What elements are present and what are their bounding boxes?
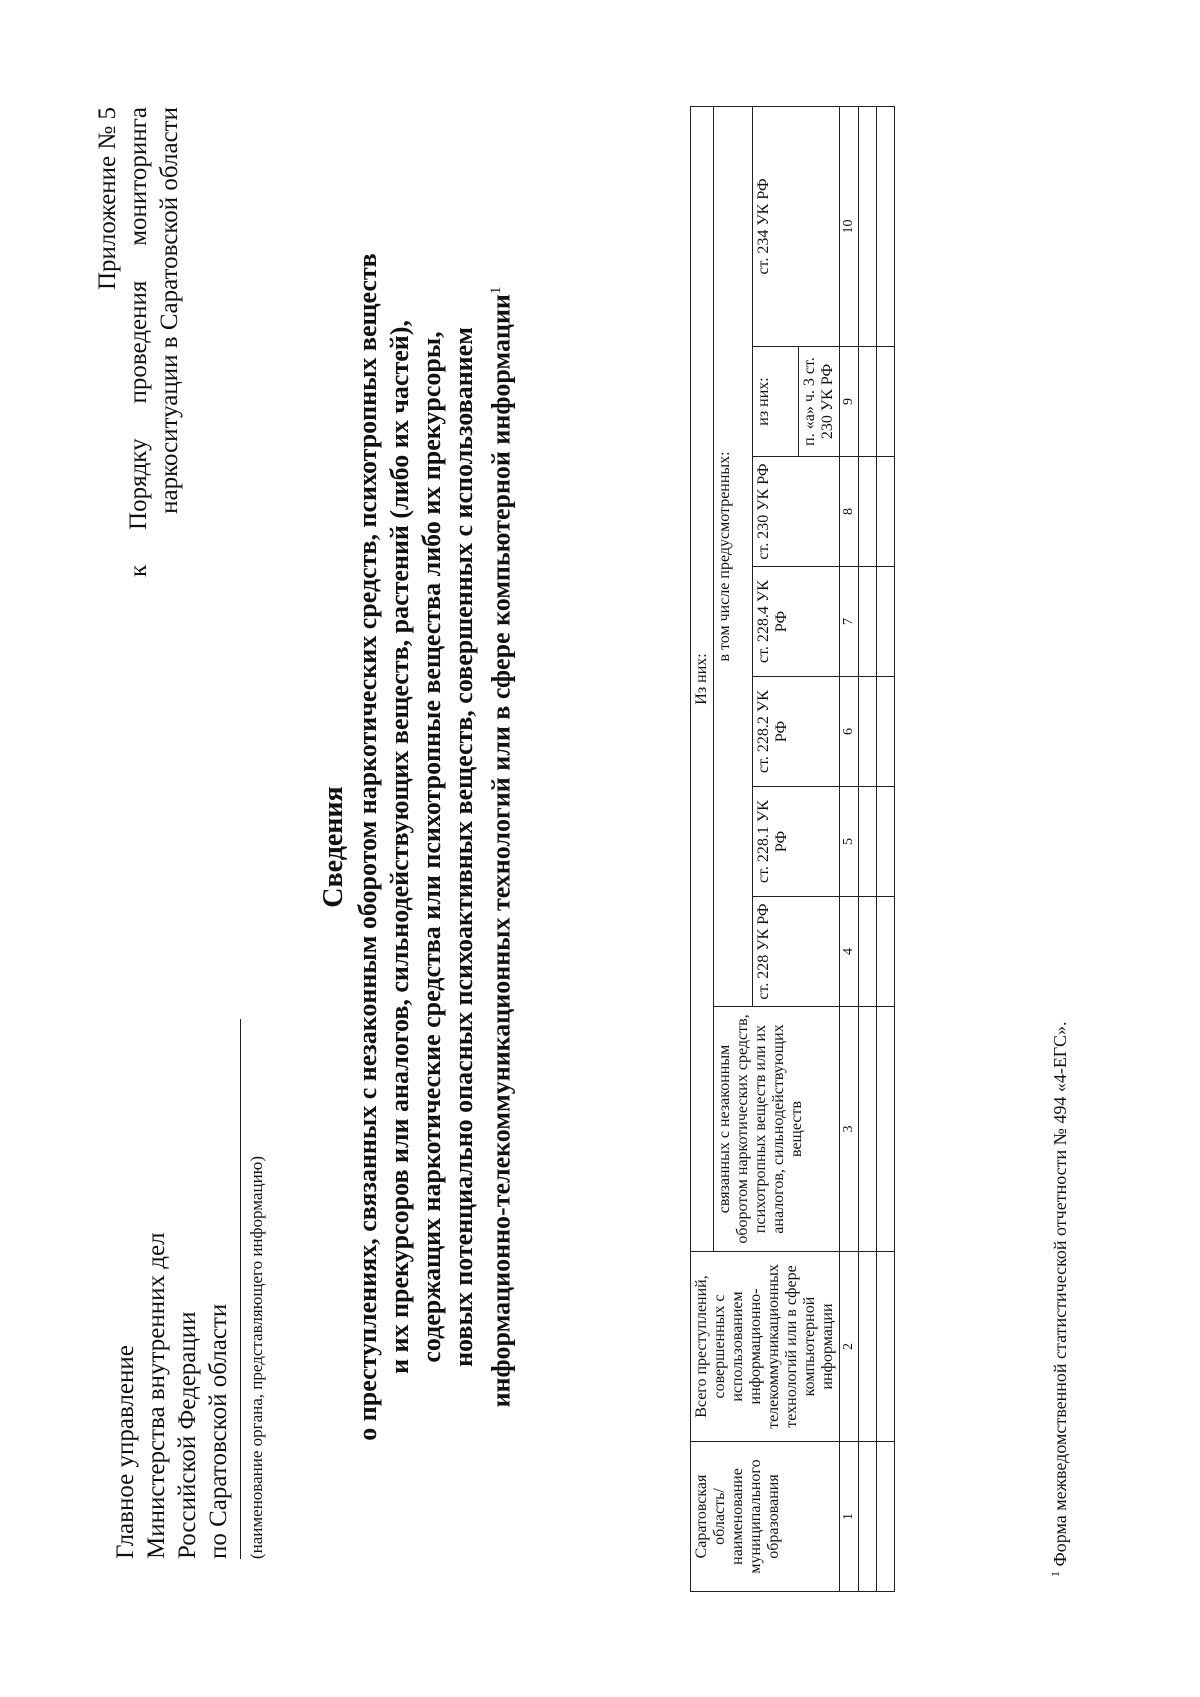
organization-line: Главное управление <box>112 1345 139 1559</box>
header-drug-related: связанных с незаконным оборотом наркотических средств, психотропных веществ или их аналогов, сильнодействующих веществ <box>714 1007 840 1252</box>
column-number: 6 <box>840 677 859 787</box>
table-cell <box>877 457 895 567</box>
organization-line: Российской Федерации <box>174 1311 201 1559</box>
table-cell <box>877 787 895 897</box>
header-region: Саратовская область/ наименование муниципального образования <box>691 1442 840 1592</box>
organization-name <box>110 1232 234 1559</box>
footnote-text: Форма межведомственной статистической отчетности № 494 «4-ЕГС». <box>1050 1021 1070 1567</box>
column-number: 5 <box>840 787 859 897</box>
table-row <box>877 106 895 1591</box>
header-total: Всего преступлений, совершенных с использованием информационно-телекоммуникационных технологий или в сфере компьютерной информации <box>691 1252 840 1442</box>
appendix-number: Приложение № 5 <box>94 107 121 291</box>
table-cell <box>877 677 895 787</box>
header-of-them: Из них: <box>691 106 714 1251</box>
column-number: 2 <box>840 1252 859 1442</box>
table-cell <box>877 106 895 346</box>
title-line: содержащих наркотические средства или психотропные вещества либо их прекурсоры, <box>417 331 446 1363</box>
title-line: и их прекурсоров или аналогов, сильнодействующих веществ, растений (либо их частей), <box>385 320 414 1374</box>
appendix-block <box>92 107 185 577</box>
table-cell <box>877 1252 895 1442</box>
table-cell <box>859 347 877 457</box>
column-number: 7 <box>840 567 859 677</box>
table-cell <box>877 1007 895 1252</box>
table-cell <box>859 897 877 1007</box>
header-art-230-3a: п. «а» ч. 3 ст. 230 УК РФ <box>799 347 840 457</box>
table-cell <box>877 567 895 677</box>
title-line: новых потенциально опасных психоактивных веществ, совершенных с использованием <box>449 327 478 1367</box>
organization-line: по Саратовской области <box>205 1303 232 1559</box>
header-art-234: ст. 234 УК РФ <box>752 106 840 346</box>
organization-line: Министерства внутренних дел <box>143 1232 170 1559</box>
table-cell <box>859 1007 877 1252</box>
header-of-them-230: из них: <box>752 347 799 457</box>
table-cell <box>859 567 877 677</box>
header-art-230: ст. 230 УК РФ <box>752 457 840 567</box>
table-cell <box>859 106 877 346</box>
footnote-ref: 1 <box>488 286 504 295</box>
header-art-228-2: ст. 228.2 УК РФ <box>752 677 840 787</box>
header-art-228-1: ст. 228.1 УК РФ <box>752 787 840 897</box>
column-number: 3 <box>840 1007 859 1252</box>
title-heading: Сведения <box>318 786 349 908</box>
footnote <box>1048 1022 1071 1577</box>
title-line: о преступлениях, связанных с незаконным оборотом наркотических средств, психотропных веществ <box>353 253 382 1441</box>
header-including: в том числе предусмотренных: <box>714 106 753 1006</box>
column-number: 4 <box>840 897 859 1007</box>
header-art-228: ст. 228 УК РФ <box>752 897 840 1007</box>
table-cell <box>859 457 877 567</box>
column-number: 1 <box>840 1442 859 1592</box>
table-cell <box>859 787 877 897</box>
table-cell <box>859 1442 877 1592</box>
column-number: 10 <box>840 106 859 346</box>
column-number-row <box>840 106 859 1591</box>
table-cell <box>877 1442 895 1592</box>
document-title <box>318 247 518 1447</box>
table-cell <box>859 1252 877 1442</box>
table-cell <box>859 677 877 787</box>
table-cell <box>877 897 895 1007</box>
title-last-line: информационно-телекоммуникационных технологий или в сфере компьютерной информации <box>486 294 516 1408</box>
title-line <box>480 247 518 1447</box>
table-row <box>859 106 877 1591</box>
column-number: 8 <box>840 457 859 567</box>
appendix-line: наркоситуации в Саратовской области <box>156 107 183 514</box>
column-number: 9 <box>840 347 859 457</box>
organization-caption: (наименование органа, представляющего информацию) <box>240 1019 267 1559</box>
table-cell <box>877 347 895 457</box>
appendix-line: к Порядку проведения мониторинга <box>125 107 152 577</box>
header-art-228-4: ст. 228.4 УК РФ <box>752 567 840 677</box>
statistics-table <box>690 106 895 1592</box>
footnote-mark: 1 <box>1048 1571 1062 1577</box>
